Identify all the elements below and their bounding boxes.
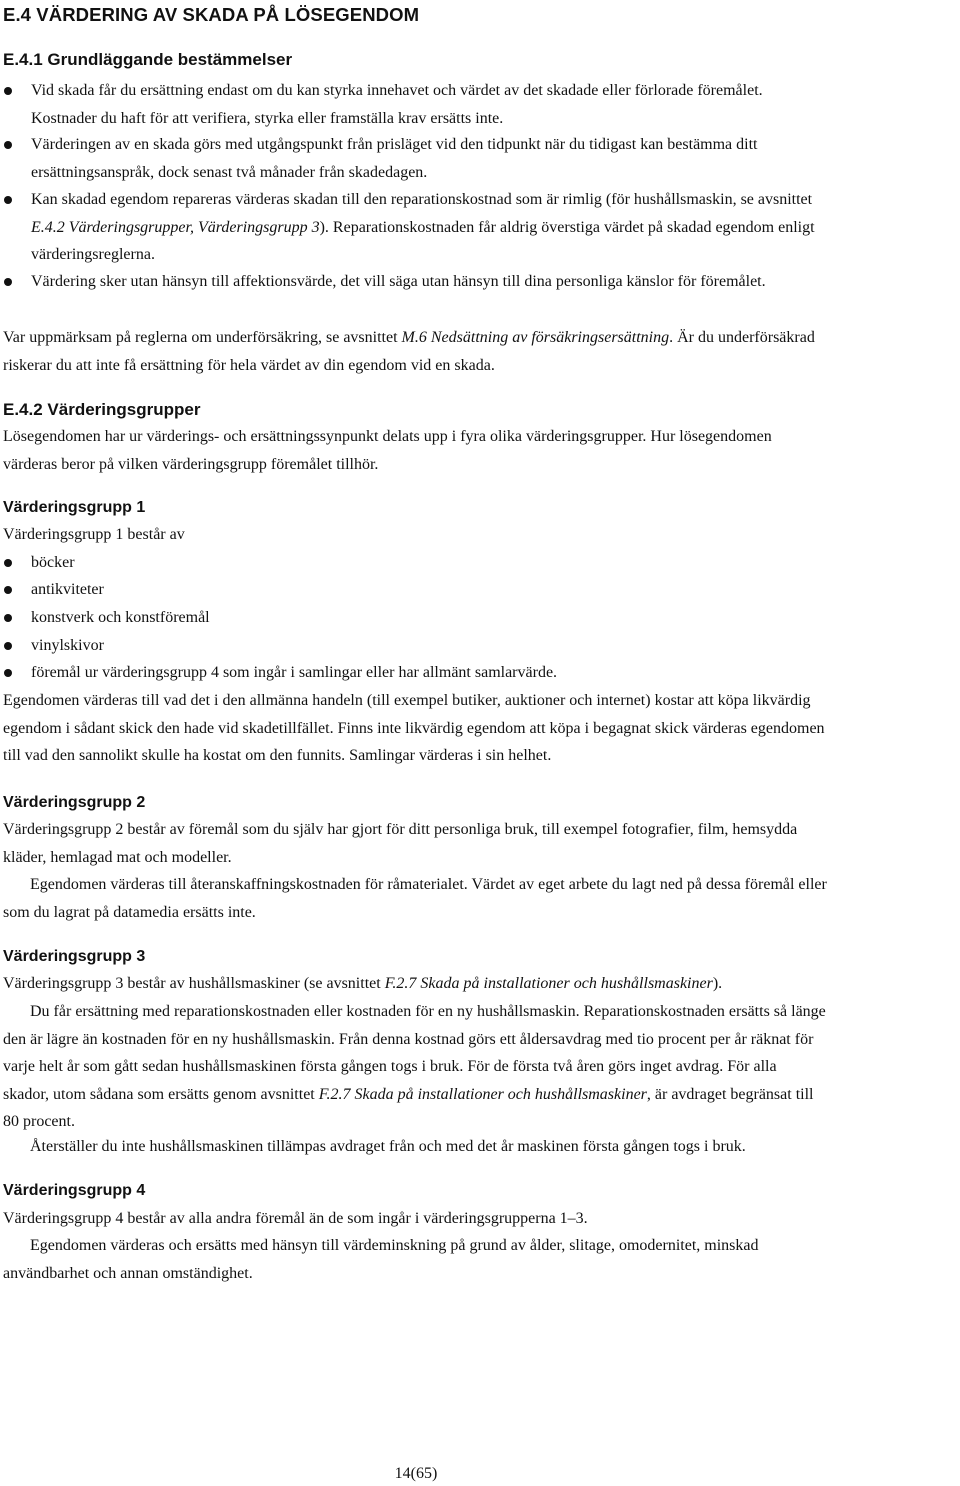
bullet-text: Vid skada får du ersättning endast om du kan styrka innehavet och värdet av det skadade eller förlorade föremålet. Kostnader du haft för att verifiera, styrka eller framställa krav ersätts inte. bbox=[31, 82, 763, 127]
bullet-icon bbox=[4, 614, 12, 622]
group-2-paragraph: Egendomen värderas till återanskaffningskostnaden för råmaterialet. Värdet av eget arbete du lagt ned på dessa föremål eller som du lagrat på datamedia ersätts inte. bbox=[3, 876, 827, 921]
paragraph-intro: Lösegendomen har ur värderings- och ersättningssynpunkt delats upp i fyra olika värderingsgrupper. Hur lösegendomen värderas beror på vilken värderingsgrupp föremålet tillhör. bbox=[3, 428, 772, 473]
group-3-paragraph: Återställer du inte hushållsmaskinen tillämpas avdraget från och med det år maskinen första gången togs i bruk. bbox=[30, 1138, 746, 1155]
bullet-text: Värdering sker utan hänsyn till affektionsvärde, det vill säga utan hänsyn till dina personliga känslor för föremålet. bbox=[31, 273, 766, 290]
group-3-intro: Värderingsgrupp 3 består av hushållsmaskiner (se avsnittet F.2.7 Skada på installationer och hushållsmaskiner). bbox=[3, 975, 723, 992]
list-item-text: böcker bbox=[31, 554, 75, 571]
cross-reference: M.6 Nedsättning av försäkringsersättning bbox=[401, 329, 670, 346]
group-2-paragraph: Värderingsgrupp 2 består av föremål som du själv har gjort för ditt personliga bruk, till exempel fotografier, film, hemsydda kläder, hemlagad mat och modeller. bbox=[3, 821, 798, 866]
list-item-text: vinylskivor bbox=[31, 637, 104, 654]
cross-reference: F.2.7 Skada på installationer och hushållsmaskiner bbox=[384, 975, 713, 992]
bullet-icon bbox=[4, 278, 12, 286]
bullet-icon bbox=[4, 559, 12, 567]
subheading-group-1: Värderingsgrupp 1 bbox=[3, 499, 146, 516]
bullet-icon bbox=[4, 196, 12, 204]
page-title: E.4 VÄRDERING AV SKADA PÅ LÖSEGENDOM bbox=[3, 4, 420, 25]
section-heading-e41: E.4.1 Grundläggande bestämmelser bbox=[3, 50, 293, 69]
bullet-icon bbox=[4, 87, 12, 95]
group-1-intro: Värderingsgrupp 1 består av bbox=[3, 526, 185, 543]
section-heading-e42: E.4.2 Värderingsgrupper bbox=[3, 400, 201, 419]
subheading-group-2: Värderingsgrupp 2 bbox=[3, 794, 146, 811]
page-number: 14(65) bbox=[394, 1465, 438, 1482]
group-1-paragraph: Egendomen värderas till vad det i den allmänna handeln (till exempel butiker, auktioner och internet) kostar att köpa likvärdig egendom i sådant skick den hade vid skadetillfället. Finns inte likvärdig egendom att köpa i begagnat skick värderas egendomen till vad den sannolikt skulle ha kostat om den funnits. Samlingar värderas i sin helhet. bbox=[3, 692, 825, 764]
bullet-text: Kan skadad egendom repareras värderas skadan till den reparationskostnad som är rimlig (för hushållsmaskin, se avsnittet E.4.2 Värderingsgrupper, Värderingsgrupp 3). Reparationskostnaden får aldrig överstiga värdet på skadad egendom enligt värderingsreglerna. bbox=[31, 191, 815, 263]
cross-reference: F.2.7 Skada på installationer och hushållsmaskiner bbox=[318, 1085, 647, 1103]
subheading-group-4: Värderingsgrupp 4 bbox=[3, 1182, 146, 1199]
bullet-icon bbox=[4, 642, 12, 650]
group-4-paragraph: Egendomen värderas och ersätts med hänsyn till värdeminskning på grund av ålder, slitage, omodernitet, minskad användbarhet och annan omständighet. bbox=[3, 1237, 759, 1282]
subheading-group-3: Värderingsgrupp 3 bbox=[3, 948, 146, 965]
paragraph-underinsurance: Var uppmärksam på reglerna om underförsäkring, se avsnittet M.6 Nedsättning av försäkringsersättning. Är du underförsäkrad riskerar du att inte få ersättning för hela värdet av din egendom vid en skada. bbox=[3, 329, 815, 374]
bullet-icon bbox=[4, 141, 12, 149]
group-4-intro: Värderingsgrupp 4 består av alla andra föremål än de som ingår i värderingsgrupperna 1–3. bbox=[3, 1210, 588, 1227]
bullet-icon bbox=[4, 669, 12, 677]
group-3-paragraph: Du får ersättning med reparationskostnaden eller kostnaden för en ny hushållsmaskin. Reparationskostnaden ersätts så länge den är lägre än kostnaden för en ny hushållsmaskin. Från denna kostnad görs ett åldersavdrag med tio procent per år räknat för varje helt år som gått sedan hushållsmaskinen första gången togs i bruk. För de första två åren görs inget avdrag. För alla skador, utom sådana som ersätts genom avsnittet F.2.7 Skada på installationer och hushållsmaskiner, är avdraget begränsat till 80 procent. bbox=[3, 1003, 826, 1130]
list-item-text: antikviteter bbox=[31, 581, 104, 598]
bullet-icon bbox=[4, 586, 12, 594]
list-item-text: konstverk och konstföremål bbox=[31, 609, 210, 626]
list-item-text: föremål ur värderingsgrupp 4 som ingår i samlingar eller har allmänt samlarvärde. bbox=[31, 664, 558, 681]
bullet-text: Värderingen av en skada görs med utgångspunkt från prisläget vid den tidpunkt när du tidigast kan bestämma ditt ersättningsanspråk, dock senast två månader från skadedagen. bbox=[31, 136, 758, 181]
cross-reference: E.4.2 Värderingsgrupper, Värderingsgrupp 3 bbox=[31, 218, 320, 236]
